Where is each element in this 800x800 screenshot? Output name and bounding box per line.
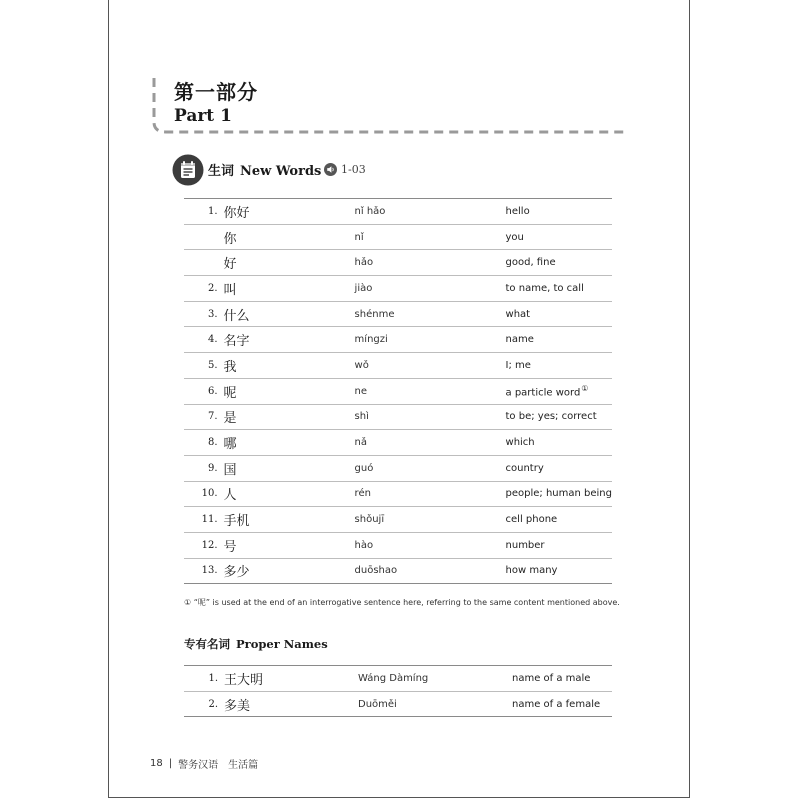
pinyin-text: duōshao xyxy=(354,565,398,577)
english-meaning-text: people; human being xyxy=(505,488,612,500)
english-meaning-text: how many xyxy=(505,565,558,577)
english-meaning-text: you xyxy=(505,231,524,243)
footer-separator: | xyxy=(168,758,173,769)
chinese-word-text: 国 xyxy=(223,462,237,478)
pinyin-text: nǎ xyxy=(354,437,368,449)
english-meaning-text: which xyxy=(505,437,535,449)
chinese-word-text: 名字 xyxy=(223,334,250,350)
new-word-row xyxy=(184,276,612,302)
english-meaning-text: what xyxy=(505,308,531,320)
chinese-word xyxy=(224,532,355,558)
chinese-word xyxy=(224,455,355,481)
row-number-text: 4. xyxy=(207,334,218,346)
pinyin-text: Duōměi xyxy=(358,698,397,710)
new-word-row xyxy=(184,301,612,327)
row-number-text: 1. xyxy=(208,672,218,684)
new-words-heading xyxy=(208,160,321,179)
audio-track-button[interactable] xyxy=(324,163,366,176)
row-number-text: 11. xyxy=(201,514,218,526)
volume-title: 生活篇 xyxy=(228,760,259,771)
new-word-row xyxy=(184,532,612,558)
pinyin-text: Wáng Dàmíng xyxy=(358,672,429,684)
notebook-icon xyxy=(172,154,204,186)
english-meaning xyxy=(506,276,612,302)
row-number-text: 8. xyxy=(207,437,218,449)
proper-names-heading-english: Proper Names xyxy=(236,637,328,651)
chinese-word-text: 叫 xyxy=(223,282,237,298)
pinyin xyxy=(355,481,506,507)
pinyin-text: hǎo xyxy=(354,257,374,269)
proper-name-row xyxy=(184,666,612,692)
pinyin-text: wǒ xyxy=(354,359,369,371)
chinese-word-text: 多少 xyxy=(223,565,250,581)
row-number xyxy=(184,666,224,692)
new-word-row xyxy=(184,481,612,507)
chinese-word xyxy=(224,327,355,353)
chinese-word xyxy=(224,507,355,533)
pinyin-text: rén xyxy=(354,488,371,500)
row-number xyxy=(184,507,224,533)
english-meaning xyxy=(512,666,612,692)
row-number xyxy=(184,301,224,327)
row-number xyxy=(184,481,224,507)
english-meaning xyxy=(506,532,612,558)
new-word-row xyxy=(184,199,612,225)
row-number xyxy=(184,532,224,558)
chinese-word-text: 呢 xyxy=(223,385,237,401)
chinese-word xyxy=(224,250,355,276)
chinese-word-text: 号 xyxy=(223,539,237,555)
chinese-word-text: 多美 xyxy=(224,698,251,714)
english-meaning-text: I; me xyxy=(505,359,531,371)
english-meaning xyxy=(506,378,612,404)
new-word-row xyxy=(184,327,612,353)
new-word-row xyxy=(184,250,612,276)
pinyin xyxy=(355,532,506,558)
row-number-text: 12. xyxy=(201,539,218,551)
english-meaning xyxy=(506,199,612,225)
pinyin-text: shì xyxy=(354,411,369,423)
pinyin xyxy=(355,558,506,584)
pinyin-text: nǐ xyxy=(354,231,364,243)
pinyin xyxy=(355,430,506,456)
chinese-word-text: 王大明 xyxy=(224,672,264,688)
pinyin xyxy=(355,276,506,302)
audio-track-number: 1-03 xyxy=(341,163,366,176)
chinese-word-text: 我 xyxy=(223,359,237,375)
chinese-word xyxy=(224,666,358,692)
row-number xyxy=(184,250,224,276)
chinese-word-text: 你 xyxy=(223,231,237,247)
pinyin-text: ne xyxy=(354,385,368,397)
chinese-word xyxy=(224,481,355,507)
new-word-row xyxy=(184,507,612,533)
english-meaning xyxy=(506,404,612,430)
pinyin xyxy=(355,455,506,481)
english-meaning-text: number xyxy=(505,539,545,551)
row-number-text: 7. xyxy=(207,411,218,423)
english-meaning xyxy=(506,481,612,507)
pinyin xyxy=(355,378,506,404)
pinyin-text: shǒujī xyxy=(354,514,385,526)
pinyin-text: hào xyxy=(354,539,374,551)
new-word-row xyxy=(184,353,612,379)
chinese-word xyxy=(224,301,355,327)
english-meaning xyxy=(506,224,612,250)
pinyin xyxy=(355,404,506,430)
english-meaning-text: to be; yes; correct xyxy=(505,411,597,423)
row-number-text: 10. xyxy=(201,488,218,500)
chinese-word xyxy=(224,353,355,379)
row-number xyxy=(184,224,224,250)
page-number: 18 xyxy=(150,758,163,769)
pinyin xyxy=(355,199,506,225)
row-number-text: 2. xyxy=(207,282,218,294)
pinyin xyxy=(355,353,506,379)
english-meaning xyxy=(506,455,612,481)
chinese-word xyxy=(224,691,358,717)
row-number-text: 6. xyxy=(207,385,218,397)
english-meaning-text: name xyxy=(505,334,534,346)
chinese-word-text: 手机 xyxy=(223,514,250,530)
pinyin xyxy=(355,301,506,327)
chinese-word xyxy=(224,558,355,584)
footnote: ① “呢” is used at the end of an interrogative sentence here, referring to the same content mentioned above. xyxy=(184,598,620,607)
pinyin xyxy=(355,327,506,353)
english-meaning-text: good, fine xyxy=(505,257,556,269)
row-number xyxy=(184,404,224,430)
row-number-text: 5. xyxy=(207,359,218,371)
proper-names-heading-chinese: 专有名词 xyxy=(184,637,230,651)
speaker-icon xyxy=(324,163,337,176)
row-number xyxy=(184,691,224,717)
pinyin xyxy=(358,666,512,692)
book-title: 警务汉语 xyxy=(178,760,219,771)
chinese-word xyxy=(224,276,355,302)
pinyin-text: jiào xyxy=(354,282,373,294)
row-number xyxy=(184,455,224,481)
chinese-word-text: 什么 xyxy=(223,308,250,324)
row-number xyxy=(184,276,224,302)
pinyin xyxy=(355,224,506,250)
pinyin xyxy=(355,507,506,533)
english-meaning xyxy=(506,250,612,276)
pinyin xyxy=(355,250,506,276)
new-word-row xyxy=(184,558,612,584)
new-word-row xyxy=(184,224,612,250)
english-meaning-text: name of a male xyxy=(512,672,591,684)
page-footer xyxy=(150,756,258,771)
row-number xyxy=(184,199,224,225)
pinyin-text: guó xyxy=(354,462,374,474)
proper-names-heading xyxy=(184,636,328,652)
chinese-word xyxy=(224,404,355,430)
row-number xyxy=(184,378,224,404)
row-number-text: 2. xyxy=(208,698,218,710)
english-meaning xyxy=(506,327,612,353)
row-number-text: 13. xyxy=(201,565,218,577)
new-word-row xyxy=(184,378,612,404)
new-word-row xyxy=(184,430,612,456)
pinyin-text: nǐ hǎo xyxy=(354,205,386,217)
english-meaning xyxy=(512,691,612,717)
new-words-heading-chinese: 生词 xyxy=(208,164,235,179)
english-meaning-text: cell phone xyxy=(505,514,558,526)
english-meaning xyxy=(506,430,612,456)
english-meaning xyxy=(506,301,612,327)
chinese-word xyxy=(224,430,355,456)
chinese-word-text: 好 xyxy=(223,257,237,273)
chinese-word-text: 你好 xyxy=(223,205,250,221)
english-meaning xyxy=(506,353,612,379)
english-meaning-text: country xyxy=(505,462,544,474)
chinese-word xyxy=(224,199,355,225)
row-number-text: 3. xyxy=(207,308,218,320)
chinese-word xyxy=(224,224,355,250)
english-meaning-text: to name, to call xyxy=(505,282,584,294)
chinese-word xyxy=(224,378,355,404)
new-words-heading-english: New Words xyxy=(240,164,322,179)
english-meaning xyxy=(506,507,612,533)
pinyin xyxy=(358,691,512,717)
new-word-row xyxy=(184,455,612,481)
chinese-word-text: 是 xyxy=(223,411,237,427)
new-word-row xyxy=(184,404,612,430)
part-title-chinese: 第一部分 xyxy=(174,80,258,104)
english-meaning-text: a particle word xyxy=(505,387,581,399)
row-number-text: 9. xyxy=(207,462,218,474)
row-number-text: 1. xyxy=(207,205,218,217)
row-number xyxy=(184,353,224,379)
english-meaning-text: hello xyxy=(505,205,530,217)
english-meaning xyxy=(506,558,612,584)
row-number xyxy=(184,430,224,456)
chinese-word-text: 人 xyxy=(223,488,237,504)
proper-names-table xyxy=(184,665,612,717)
new-words-table xyxy=(184,198,612,584)
part-title-english: Part 1 xyxy=(174,106,232,126)
pinyin-text: míngzi xyxy=(354,334,388,346)
chinese-word-text: 哪 xyxy=(223,437,237,453)
english-meaning-text: name of a female xyxy=(512,698,601,710)
row-number xyxy=(184,558,224,584)
pinyin-text: shénme xyxy=(354,308,395,320)
footnote-marker: ① xyxy=(581,383,589,393)
row-number xyxy=(184,327,224,353)
proper-name-row xyxy=(184,691,612,717)
